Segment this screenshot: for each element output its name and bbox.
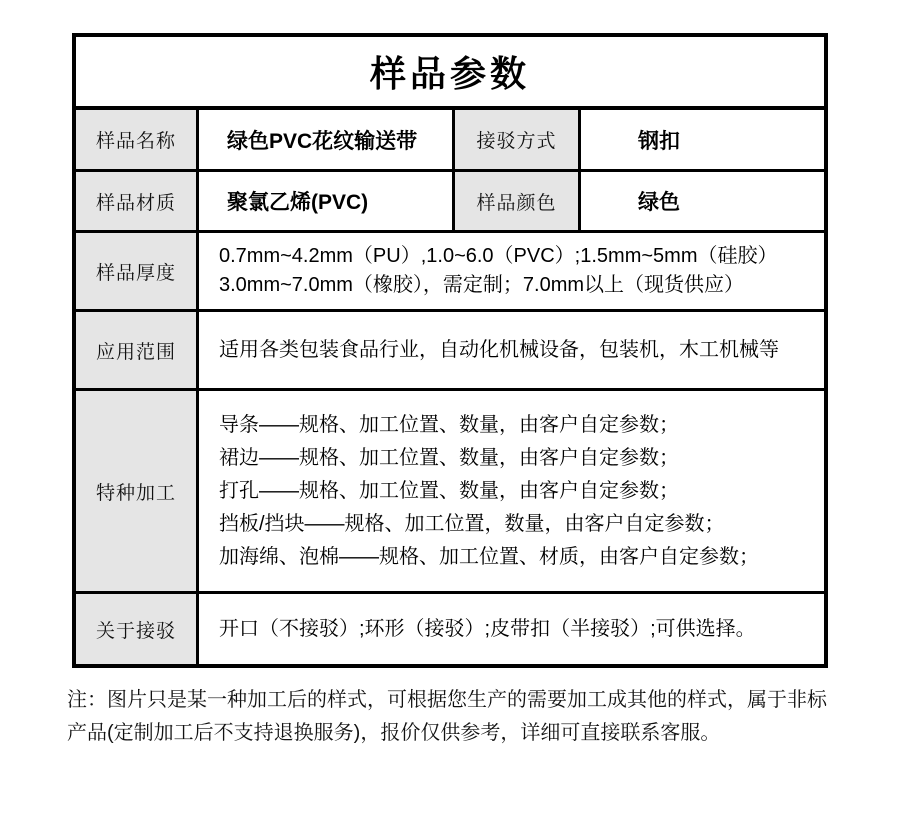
value-special-processing bbox=[199, 391, 824, 591]
label-sample-material: 样品材质 bbox=[76, 172, 199, 230]
about-joints-line-1: 开口（不接驳）;环形（接驳）;皮带扣（半接驳）;可供选择。 bbox=[219, 618, 756, 640]
table-row-thickness bbox=[76, 233, 824, 312]
thickness-line-2: 3.0mm~7.0mm（橡胶），需定制；7.0mm以上（现货供应） bbox=[219, 274, 745, 296]
footnote bbox=[67, 684, 842, 750]
value-sample-color: 绿色 bbox=[638, 191, 680, 214]
application-line-1: 适用各类包装食品行业，自动化机械设备，包装机，木工机械等 bbox=[219, 339, 779, 361]
label-sample-color: 样品颜色 bbox=[455, 172, 581, 230]
special-processing-line-1: 导条——规格、加工位置、数量，由客户自定参数； bbox=[219, 413, 679, 436]
label-application: 应用范围 bbox=[76, 312, 199, 388]
label-sample-name: 样品名称 bbox=[76, 110, 199, 169]
footnote-line-2: 产品(定制加工后不支持退换服务)，报价仅供参考，详细可直接联系客服。 bbox=[67, 722, 721, 744]
label-about-joints: 关于接驳 bbox=[76, 594, 199, 664]
table-row-special-processing bbox=[76, 391, 824, 594]
special-processing-line-4: 挡板/挡块——规格、加工位置，数量，由客户自定参数； bbox=[219, 512, 725, 535]
table-row-about-joints bbox=[76, 594, 824, 664]
value-about-joints bbox=[199, 594, 824, 664]
table-row-application bbox=[76, 312, 824, 391]
value-sample-material: 聚氯乙烯(PVC) bbox=[199, 172, 455, 230]
table-row-sample-name bbox=[76, 110, 824, 172]
thickness-line-1: 0.7mm~4.2mm（PU）,1.0~6.0（PVC）;1.5mm~5mm（硅胶） bbox=[219, 245, 778, 267]
special-processing-line-5: 加海绵、泡棉——规格、加工位置、材质，由客户自定参数； bbox=[219, 545, 759, 568]
table-row-sample-material bbox=[76, 172, 824, 233]
special-processing-line-2: 裙边——规格、加工位置、数量，由客户自定参数； bbox=[219, 446, 679, 469]
label-joint-method: 接驳方式 bbox=[455, 110, 581, 169]
sample-parameters-table bbox=[72, 33, 828, 668]
label-thickness: 样品厚度 bbox=[76, 233, 199, 309]
footnote-line-1: 注：图片只是某一种加工后的样式，可根据您生产的需要加工成其他的样式，属于非标 bbox=[67, 689, 827, 711]
value-application bbox=[199, 312, 824, 388]
special-processing-line-3: 打孔——规格、加工位置、数量，由客户自定参数； bbox=[219, 479, 679, 502]
value-joint-method: 钢扣 bbox=[638, 129, 680, 153]
value-sample-name: 绿色PVC花纹输送带 bbox=[199, 110, 455, 169]
table-title: 样品参数 bbox=[76, 37, 824, 110]
value-thickness bbox=[199, 233, 824, 309]
label-special-processing: 特种加工 bbox=[76, 391, 199, 591]
